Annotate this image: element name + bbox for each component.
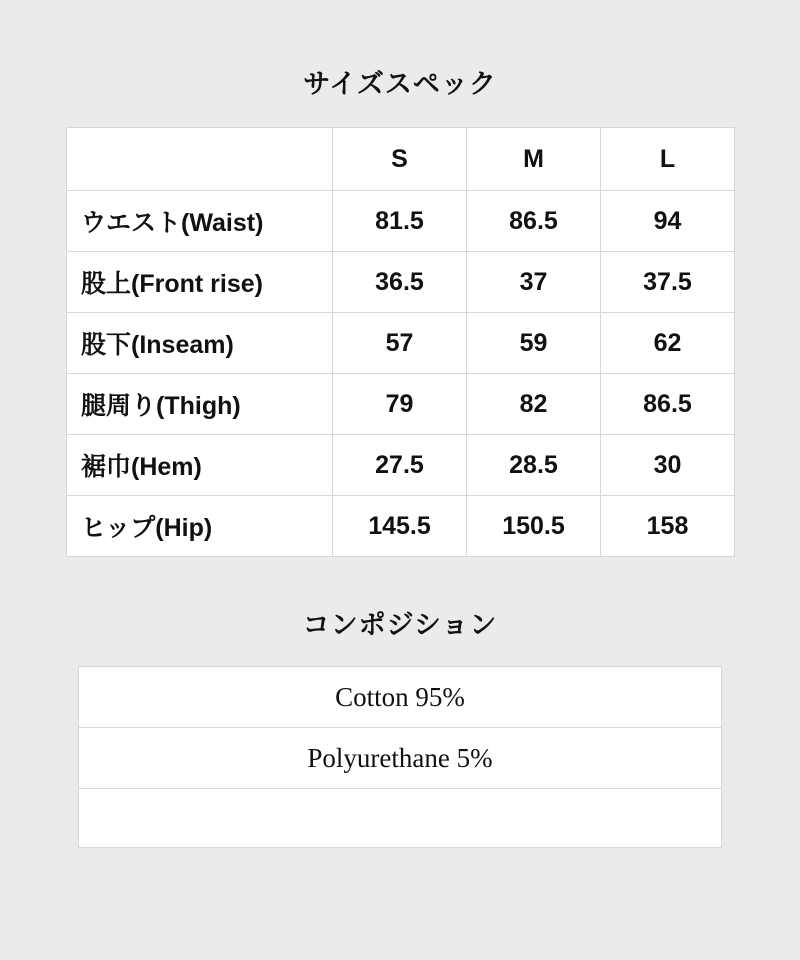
cell-waist-s: 81.5 (333, 191, 467, 252)
table-row (67, 191, 735, 252)
cell-hip-l: 158 (601, 496, 735, 557)
row-label-hip: ヒップ(Hip) (67, 496, 333, 557)
table-row (79, 789, 722, 848)
table-row (67, 252, 735, 313)
row-label-waist: ウエスト(Waist) (67, 191, 333, 252)
composition-row-cotton: Cotton 95% (79, 667, 722, 728)
cell-inseam-l: 62 (601, 313, 735, 374)
column-header-l: L (601, 128, 735, 191)
size-spec-table (66, 127, 735, 557)
cell-thigh-s: 79 (333, 374, 467, 435)
cell-front-rise-l: 37.5 (601, 252, 735, 313)
cell-waist-l: 94 (601, 191, 735, 252)
size-spec-table-wrap (66, 127, 734, 557)
row-label-thigh: 腿周り(Thigh) (67, 374, 333, 435)
cell-waist-m: 86.5 (467, 191, 601, 252)
table-row (79, 728, 722, 789)
cell-hem-s: 27.5 (333, 435, 467, 496)
table-row (67, 496, 735, 557)
row-label-front-rise: 股上(Front rise) (67, 252, 333, 313)
composition-table (78, 666, 722, 848)
cell-inseam-s: 57 (333, 313, 467, 374)
column-header-m: M (467, 128, 601, 191)
cell-inseam-m: 59 (467, 313, 601, 374)
cell-thigh-l: 86.5 (601, 374, 735, 435)
composition-title: コンポジション (302, 610, 498, 640)
row-label-hem: 裾巾(Hem) (67, 435, 333, 496)
cell-thigh-m: 82 (467, 374, 601, 435)
column-header-s: S (333, 128, 467, 191)
cell-hip-m: 150.5 (467, 496, 601, 557)
composition-row-empty (79, 789, 722, 848)
table-row (67, 374, 735, 435)
table-row (79, 667, 722, 728)
composition-row-polyurethane: Polyurethane 5% (79, 728, 722, 789)
size-spec-title: サイズスペック (303, 69, 497, 99)
column-header-blank (67, 128, 333, 191)
row-label-inseam: 股下(Inseam) (67, 313, 333, 374)
table-row (67, 313, 735, 374)
cell-hem-m: 28.5 (467, 435, 601, 496)
cell-hip-s: 145.5 (333, 496, 467, 557)
cell-front-rise-m: 37 (467, 252, 601, 313)
table-header-row (67, 128, 735, 191)
cell-front-rise-s: 36.5 (333, 252, 467, 313)
table-row (67, 435, 735, 496)
cell-hem-l: 30 (601, 435, 735, 496)
composition-table-wrap (78, 666, 722, 848)
